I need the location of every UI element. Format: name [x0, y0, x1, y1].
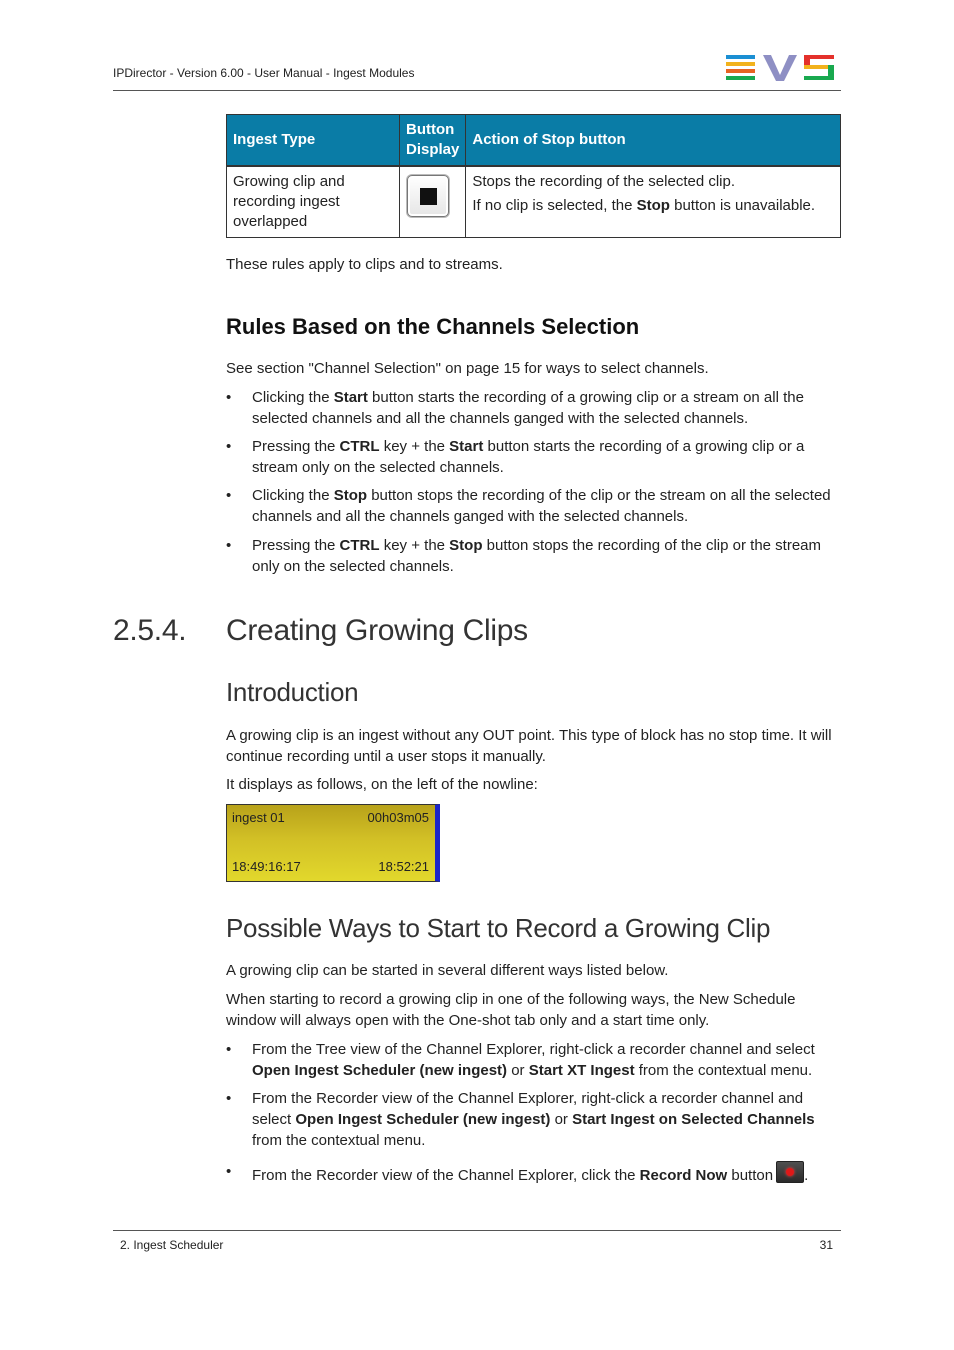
bullet-mark: •	[226, 537, 232, 554]
intro-paragraph: It displays as follows, on the left of the nowline:	[226, 776, 538, 793]
text-run: Clicking the	[252, 487, 334, 504]
bold-term: Start	[449, 438, 484, 455]
growing-clip-block	[226, 804, 440, 882]
bold-term: Stop	[333, 487, 368, 504]
record-icon	[786, 1168, 794, 1176]
column-header: Ingest Type	[227, 115, 400, 167]
clip-duration: 00h03m05	[367, 810, 429, 825]
text-run: from the contextual menu.	[634, 1062, 813, 1079]
ways-paragraph: When starting to record a growing clip in one of the following ways, the New Schedule window will always open with the One-shot tab only and a start time only.	[226, 991, 796, 1029]
text-run: button stops the recording of the clip or the stream on all the selected channels and all the channels ganged with the selected channels.	[252, 487, 831, 525]
bullet-mark: •	[226, 487, 232, 504]
button-display-cell	[400, 166, 466, 238]
subsection-heading: Possible Ways to Start to Record a Growing Clip	[226, 913, 771, 943]
text-run: or	[507, 1062, 529, 1079]
document-title: IPDirector - Version 6.00 - User Manual - Ingest Modules	[113, 66, 415, 80]
text-run: button is unavailable.	[669, 197, 816, 214]
stop-icon	[420, 188, 437, 205]
column-header: Button Display	[400, 115, 466, 167]
evs-logo	[726, 54, 834, 82]
text-run: Pressing the	[252, 537, 340, 554]
text-run: key + the	[379, 438, 450, 455]
bold-term: Start XT Ingest	[528, 1062, 635, 1079]
text-run: from the contextual menu.	[252, 1132, 426, 1149]
header-rule	[113, 90, 841, 91]
bullet-mark: •	[226, 1041, 232, 1058]
clip-name: ingest 01	[232, 810, 285, 825]
bold-term: Open Ingest Scheduler (new ingest)	[295, 1111, 551, 1128]
bold-term: Record Now	[639, 1167, 728, 1184]
footer-rule	[113, 1230, 841, 1231]
action-line	[472, 196, 834, 216]
ways-paragraph: A growing clip can be started in several different ways listed below.	[226, 962, 669, 979]
bold-term: Open Ingest Scheduler (new ingest)	[252, 1062, 508, 1079]
text-run: If no clip is selected, the	[472, 197, 637, 214]
page-title: Creating Growing Clips	[226, 614, 528, 647]
text-run: button starts the recording of a growing clip or a stream only on the selected channels.	[252, 438, 805, 476]
clip-start-time: 18:49:16:17	[232, 859, 301, 874]
bold-term: Start	[333, 389, 368, 406]
text-run: key + the	[379, 537, 450, 554]
rules-note: These rules apply to clips and to streams.	[226, 256, 503, 273]
bold-term: CTRL	[339, 438, 380, 455]
text-run: From the Tree view of the Channel Explorer, right-click a recorder channel and select	[252, 1041, 815, 1058]
bold-term: CTRL	[339, 537, 380, 554]
action-line: Stops the recording of the selected clip.	[472, 173, 736, 190]
bullet-mark: •	[226, 1163, 232, 1180]
text-run: button starts the recording of a growing clip or a stream on all the selected channels and all the channels ganged with the selected channels.	[252, 389, 804, 427]
text-run: button	[727, 1167, 774, 1184]
stop-button	[407, 175, 449, 217]
section-heading: Rules Based on the Channels Selection	[226, 314, 640, 339]
text-run: button stops the recording of the clip or the stream only on the selected channels.	[252, 537, 822, 575]
page-number: 31	[819, 1238, 833, 1252]
section-intro: See section "Channel Selection" on page 15 for ways to select channels.	[226, 360, 709, 377]
bullet-mark: •	[226, 1090, 232, 1107]
text-run: Pressing the	[252, 438, 340, 455]
bullet-mark: •	[226, 389, 232, 406]
text-run: or	[550, 1111, 573, 1128]
subsection-heading: Introduction	[226, 677, 359, 707]
clip-end-time: 18:52:21	[378, 859, 429, 874]
action-cell	[466, 166, 841, 238]
table-header-row	[227, 115, 841, 167]
text-run: From the Recorder view of the Channel Explorer, right-click a recorder channel and select	[252, 1090, 804, 1128]
footer-chapter: 2. Ingest Scheduler	[120, 1238, 224, 1252]
column-header: Action of Stop button	[466, 115, 841, 167]
bold-term: Start Ingest on Selected Channels	[572, 1111, 815, 1128]
bold-term: Stop	[449, 537, 483, 554]
stop-button-table	[226, 114, 841, 238]
record-now-button	[776, 1161, 804, 1183]
bullet-mark: •	[226, 438, 232, 455]
text-run: From the Recorder view of the Channel Explorer, click the	[252, 1167, 640, 1184]
section-number: 2.5.4.	[113, 614, 187, 647]
text-run: Clicking the	[252, 389, 334, 406]
text-run: .	[804, 1167, 809, 1184]
bold-term: Stop	[636, 197, 670, 214]
intro-paragraph: A growing clip is an ingest without any OUT point. This type of block has no stop time. It will continue recording until a user stops it manually.	[226, 727, 832, 765]
table-row	[227, 166, 841, 238]
ingest-type-cell: Growing clip and recording ingest overlapped	[227, 166, 400, 238]
